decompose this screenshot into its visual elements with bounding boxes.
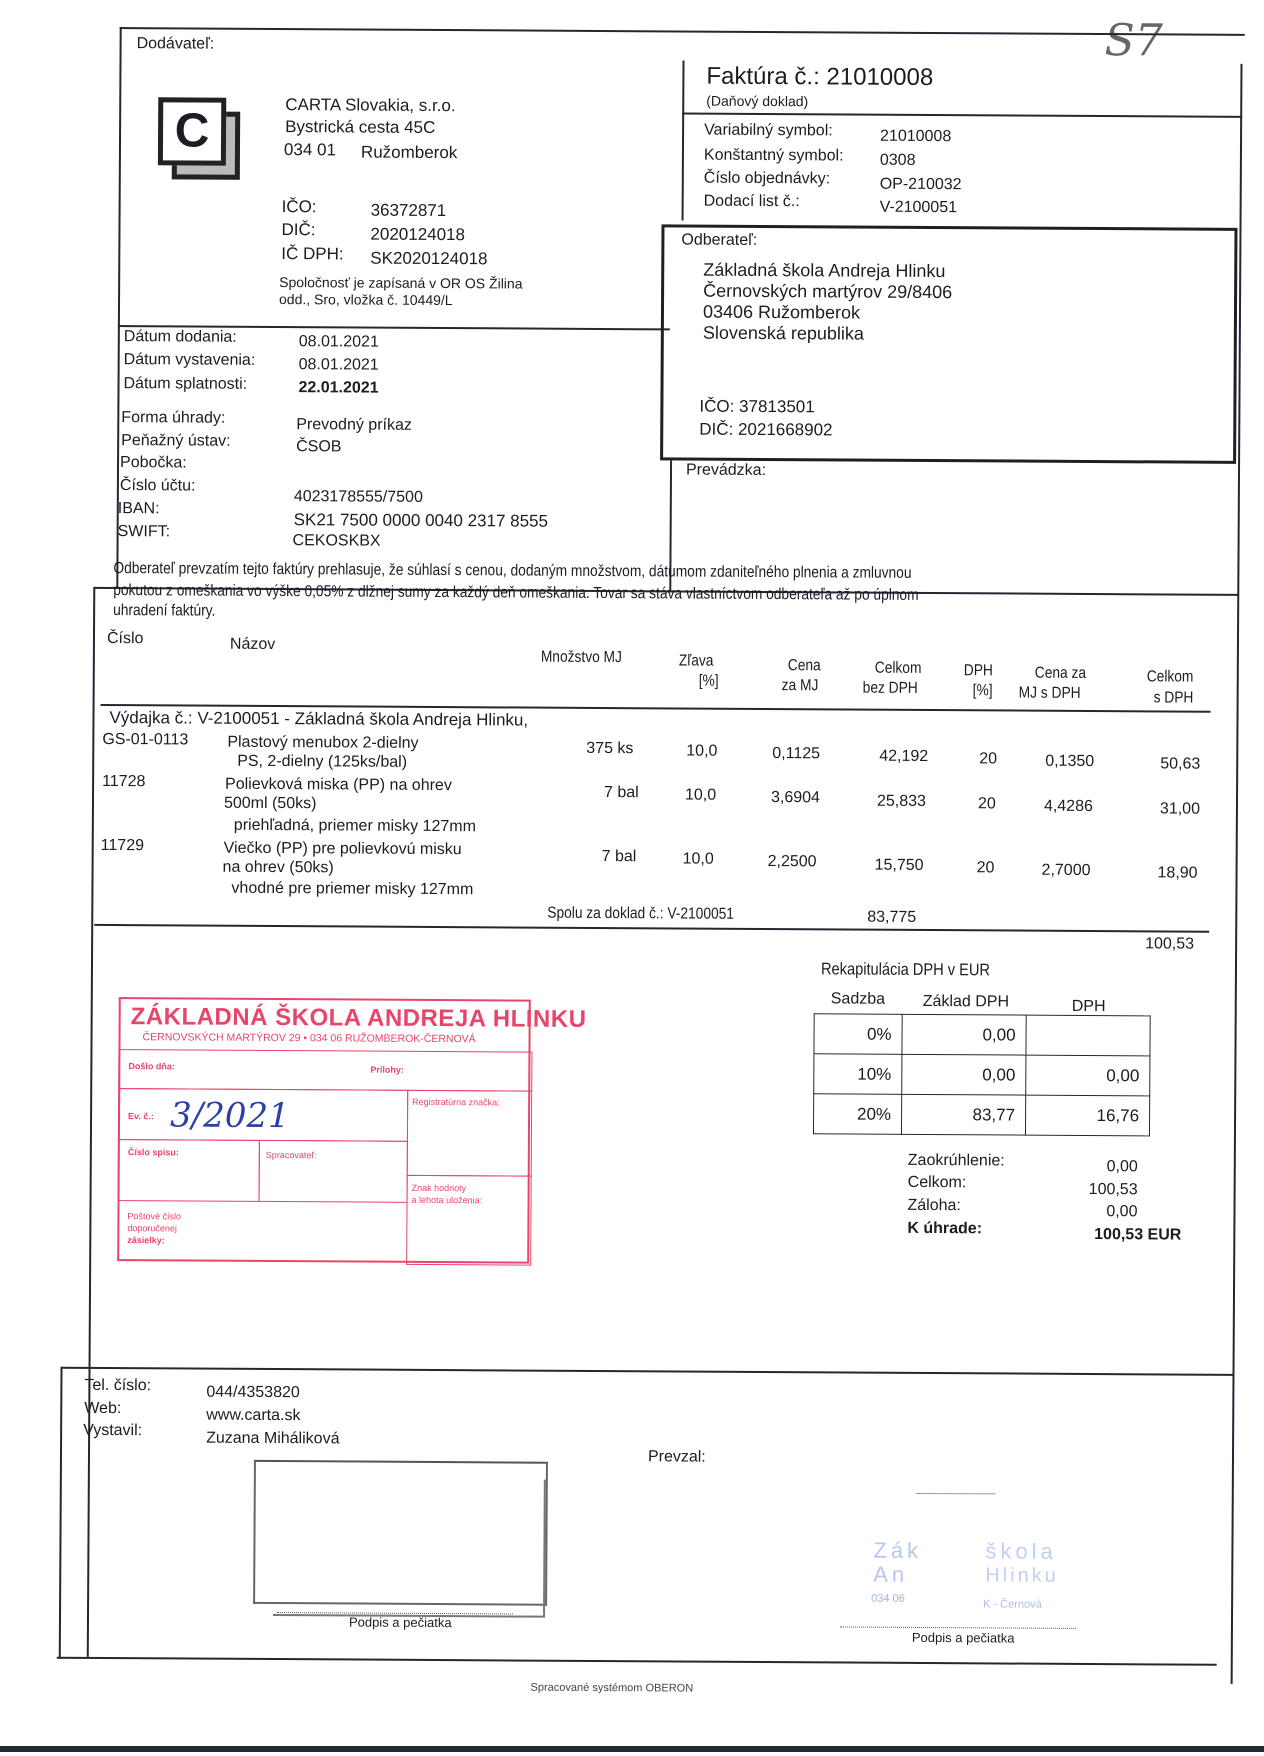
supplier-registry-1: Spoločnosť je zapísaná v OR OS Žilina: [279, 274, 523, 292]
constant-symbol-value: 0308: [879, 151, 916, 169]
iban-label: IBAN:: [117, 500, 160, 518]
item-vat: 20: [977, 795, 996, 813]
col-header-name: Názov: [229, 635, 276, 654]
vat-recap-row: [814, 1054, 1150, 1096]
col-header-unit-price-2: za MJ: [781, 677, 819, 695]
col-header-unit-price-vat-2: MJ s DPH: [1018, 684, 1081, 702]
amount-due-value: 100,53 EUR: [1094, 1226, 1182, 1244]
due-date-value: 22.01.2021: [298, 379, 379, 397]
issue-date-value: 08.01.2021: [298, 356, 379, 374]
item-discount: 10,0: [682, 850, 714, 868]
stamp-retention-label-1: Znak hodnoty: [411, 1182, 467, 1194]
vat-recap-header-base: Základ DPH: [922, 992, 1010, 1011]
supplier-heading: Dodávateľ:: [136, 35, 215, 53]
item-code: 11728: [102, 772, 146, 791]
customer-country: Slovenská republika: [702, 322, 865, 344]
vat-recap-row: [813, 1094, 1149, 1136]
vat-recap-table: [813, 1013, 1151, 1136]
payment-method-value: Prevodný príkaz: [296, 416, 412, 434]
phone-label: Tel. číslo:: [84, 1376, 152, 1395]
item-unit-price: 2,2500: [767, 853, 817, 871]
stamp-processor-label: Spracovateľ:: [265, 1149, 317, 1161]
customer-dic: DIČ: 2021668902: [699, 419, 833, 440]
total-label: Celkom:: [907, 1173, 967, 1192]
rounding-label: Zaokrúhlenie:: [907, 1151, 1005, 1170]
phone-value: 044/4353820: [206, 1383, 300, 1402]
item-name: Plastový menubox 2-dielny: [227, 733, 419, 752]
terms-line-2: pokutou z omeškania vo výške 0,05% z dlžnej sumy za každý deň omeškania. Tovar sa stáva vlastníctvom odberateľa až po úplnom: [113, 582, 919, 604]
supplier-ico-label: IČO:: [281, 197, 317, 217]
stamp-file-number-label: Číslo spisu:: [127, 1147, 179, 1158]
item-name-2: na ohrev (50ks): [222, 858, 334, 877]
item-unit-price: 3,6904: [770, 789, 821, 807]
stamp-title: ZÁKLADNÁ ŠKOLA ANDREJA HLINKU: [130, 1003, 587, 1033]
supplier-dic-value: 2020124018: [370, 224, 466, 245]
stamp-address: ČERNOVSKÝCH MARTÝROV 29 • 034 06 RUŽOMBEROK-ČERNOVÁ: [142, 1031, 476, 1046]
subtotal-label: Spolu za doklad č.: V-2100051: [547, 904, 735, 923]
vat-recap-header-vat: DPH: [1071, 997, 1106, 1016]
supplier-name: CARTA Slovakia, s.r.o.: [285, 95, 456, 116]
col-header-quantity: Množstvo MJ: [540, 648, 622, 667]
stamp-postal-label-1: Poštové číslo: [127, 1211, 182, 1222]
delivery-note-value: V-2100051: [879, 198, 958, 217]
item-vat: 20: [979, 750, 998, 768]
faint-stamp-text-6: K - Černová: [983, 1598, 1042, 1611]
faint-stamp-text-2: škola: [985, 1538, 1057, 1564]
issue-note-title: Výdajka č.: V-2100051 - Základná škola Andreja Hlinku,: [109, 708, 529, 730]
faint-stamp-text-3: An: [873, 1561, 909, 1587]
item-vat: 20: [976, 859, 995, 877]
iban-value: SK21 7500 0000 0040 2317 8555: [293, 510, 549, 531]
deposit-label: Záloha:: [907, 1196, 961, 1215]
item-total-net: 15,750: [874, 856, 924, 874]
variable-symbol-label: Variabilný symbol:: [704, 121, 833, 140]
subtotal-net: 83,775: [867, 908, 917, 926]
faint-stamp-text-4: Hlinku: [985, 1564, 1059, 1587]
faint-stamp-text-5: 034 06: [871, 1592, 905, 1605]
item-note: priehľadná, priemer misky 127mm: [233, 816, 476, 836]
vat-rate: 10%: [814, 1054, 902, 1095]
swift-label: SWIFT:: [117, 523, 171, 541]
vat-rate: 0%: [814, 1014, 902, 1055]
col-header-unit-price-vat-1: Cena za: [1034, 664, 1087, 682]
swift-value: CEKOSKBX: [292, 532, 381, 550]
due-date-label: Dátum splatnosti:: [123, 375, 248, 393]
item-discount: 10,0: [684, 786, 717, 804]
invoice-subtitle: (Daňový doklad): [706, 92, 809, 110]
stamp-attachments-label: Prílohy:: [370, 1064, 404, 1075]
item-total-gross: 31,00: [1159, 800, 1201, 818]
col-header-total-gross-1: Celkom: [1146, 668, 1194, 686]
vat-base: 83,77: [901, 1094, 1025, 1135]
company-logo: [158, 97, 244, 184]
item-quantity: 7 bal: [601, 848, 637, 866]
item-discount: 10,0: [686, 742, 718, 760]
vat-amount: 0,00: [1026, 1055, 1150, 1096]
variable-symbol-value: 21010008: [880, 127, 952, 146]
stamp-received-label: Došlo dňa:: [128, 1061, 175, 1072]
item-total-net: 42,192: [879, 747, 929, 766]
delivery-date-value: 08.01.2021: [298, 333, 379, 351]
supplier-city: Ružomberok: [360, 142, 458, 163]
item-unit-price-vat: 2,7000: [1041, 861, 1091, 879]
frame-left-bottom: [87, 587, 95, 1657]
item-total-gross: 50,63: [1160, 755, 1201, 773]
col-header-number: Číslo: [106, 629, 144, 648]
item-unit-price-vat: 0,1350: [1045, 752, 1095, 771]
footer-top-rule: [61, 1367, 1233, 1376]
stamp-retention-label-2: a lehota uloženia:: [411, 1194, 483, 1206]
signature-caption-left: Podpis a pečiatka: [348, 1614, 452, 1631]
web-label: Web:: [84, 1399, 122, 1418]
vat-amount: 16,76: [1025, 1095, 1149, 1136]
web-link[interactable]: www.carta.sk: [206, 1406, 301, 1425]
rounding-value: 0,00: [1106, 1158, 1138, 1176]
item-quantity: 375 ks: [586, 739, 634, 758]
vat-rate: 20%: [813, 1094, 901, 1135]
item-unit-price-vat: 4,4286: [1043, 797, 1093, 816]
invoice-box-left: [682, 60, 684, 220]
item-name: Polievková miska (PP) na ohrev: [225, 775, 452, 795]
item-name-2: 500ml (50ks): [223, 794, 317, 813]
supplier-zip: 034 01: [283, 140, 337, 160]
customer-name: Základná škola Andreja Hlinku: [703, 259, 946, 282]
issue-date-label: Dátum vystavenia:: [123, 351, 256, 369]
constant-symbol-label: Konštantný symbol:: [703, 146, 844, 165]
item-code: GS-01-0113: [102, 730, 189, 749]
subtotal-rule: [94, 924, 1209, 932]
deposit-value: 0,00: [1106, 1203, 1138, 1221]
signature-caption-right: Podpis a pečiatka: [911, 1629, 1015, 1646]
vat-recap-title: Rekapitulácia DPH v EUR: [820, 959, 991, 980]
redacted-signature-box-back: [273, 1478, 546, 1618]
stamp-ev-label: Ev. č.:: [128, 1111, 154, 1122]
supplier-ico-value: 36372871: [370, 200, 447, 221]
supplier-street: Bystrická cesta 45C: [285, 117, 436, 137]
scanner-edge: [0, 1746, 1264, 1752]
received-by-label: Prevzal:: [647, 1448, 706, 1466]
logo-letter: C: [158, 97, 226, 165]
item-total-gross: 18,90: [1157, 864, 1198, 882]
col-header-discount-2: [%]: [698, 672, 719, 690]
vat-recap-row: [814, 1014, 1150, 1056]
frame-left-footer: [59, 1367, 62, 1659]
faint-stamp-text-1: Zák: [873, 1537, 923, 1563]
vat-amount: [1026, 1015, 1150, 1056]
issued-by-label: Vystavil:: [83, 1421, 143, 1440]
col-header-vat-1: DPH: [963, 662, 993, 680]
order-number-value: OP-210032: [879, 175, 962, 194]
customer-street: Černovských martýrov 29/8406: [703, 280, 953, 303]
col-header-total-gross-2: s DPH: [1153, 689, 1194, 707]
col-header-unit-price-1: Cena: [787, 657, 821, 675]
amount-due-label: K úhrade:: [907, 1219, 983, 1238]
handwritten-corner-mark: S7: [1104, 15, 1163, 67]
order-number-label: Číslo objednávky:: [703, 169, 831, 188]
item-unit-price: 0,1125: [772, 745, 821, 763]
stamp-registry-mark-label: Registratúrna značka:: [412, 1096, 500, 1108]
branch-label: Pobočka:: [120, 454, 187, 472]
stamp-postal-label-3: zásielky:: [127, 1235, 165, 1246]
account-number-label: Číslo účtu:: [119, 477, 196, 495]
signature-short-rule: [916, 1493, 996, 1494]
stamp-ev-handwritten: 3/2021: [169, 1095, 290, 1137]
item-code: 11729: [100, 836, 145, 855]
supplier-registry-2: odd., Sro, vložka č. 10449/L: [279, 291, 453, 309]
invoice-title: Faktúra č.: 21010008: [706, 62, 934, 92]
frame-bottom: [57, 1657, 1217, 1666]
vat-base: 0,00: [902, 1054, 1026, 1095]
customer-ico: IČO: 37813501: [699, 396, 815, 417]
delivery-date-label: Dátum dodania:: [123, 328, 237, 346]
vat-recap-header-rate: Sadzba: [830, 990, 886, 1008]
signature-line-right: [840, 1626, 1076, 1628]
vat-base: 0,00: [902, 1014, 1026, 1055]
terms-line-1: Odberateľ prevzatím tejto faktúry prehlasuje, že súhlasí s cenou, dodaným množstvom, dátumom zdaniteľného plnenia a zmluvnou: [113, 560, 912, 582]
item-name: Viečko (PP) pre polievkovú misku: [223, 839, 462, 859]
account-number-value: 4023178555/7500: [293, 488, 423, 506]
subtotal-gross: 100,53: [1145, 935, 1195, 953]
col-header-total-net-1: Celkom: [874, 659, 922, 677]
invoice-title-rule: [682, 112, 1242, 117]
bank-value: ČSOB: [296, 438, 342, 456]
customer-heading: Odberateľ:: [681, 231, 758, 249]
supplier-icdph-label: IČ DPH:: [281, 244, 344, 264]
payment-method-label: Forma úhrady:: [121, 409, 226, 427]
item-quantity: 7 bal: [603, 784, 639, 802]
stamp-postal-label-2: doporučenej: [127, 1223, 177, 1234]
frame-top: [120, 27, 1245, 35]
col-header-vat-2: [%]: [972, 682, 993, 700]
issued-by-value: Zuzana Miháliková: [206, 1429, 340, 1448]
delivery-note-label: Dodací list č.:: [703, 192, 800, 211]
customer-city: 03406 Ružomberok: [702, 301, 861, 323]
supplier-icdph-value: SK2020124018: [370, 248, 488, 269]
terms-line-3: uhradení faktúry.: [113, 602, 216, 620]
item-note: PS, 2-dielny (125ks/bal): [237, 752, 408, 771]
system-note: Spracované systémom OBERON: [530, 1681, 694, 1695]
col-header-total-net-2: bez DPH: [862, 679, 918, 697]
stamp-row-received: [118, 1049, 532, 1092]
registry-stamp: [117, 997, 587, 1264]
bank-label: Peňažný ústav:: [121, 432, 231, 450]
supplier-dic-label: DIČ:: [281, 220, 316, 240]
item-total-net: 25,833: [876, 792, 926, 810]
total-value: 100,53: [1088, 1180, 1138, 1199]
item-note: vhodné pre priemer misky 127mm: [231, 879, 474, 899]
col-header-discount-1: Zľava: [678, 652, 714, 670]
premises-heading: Prevádzka:: [685, 461, 767, 480]
